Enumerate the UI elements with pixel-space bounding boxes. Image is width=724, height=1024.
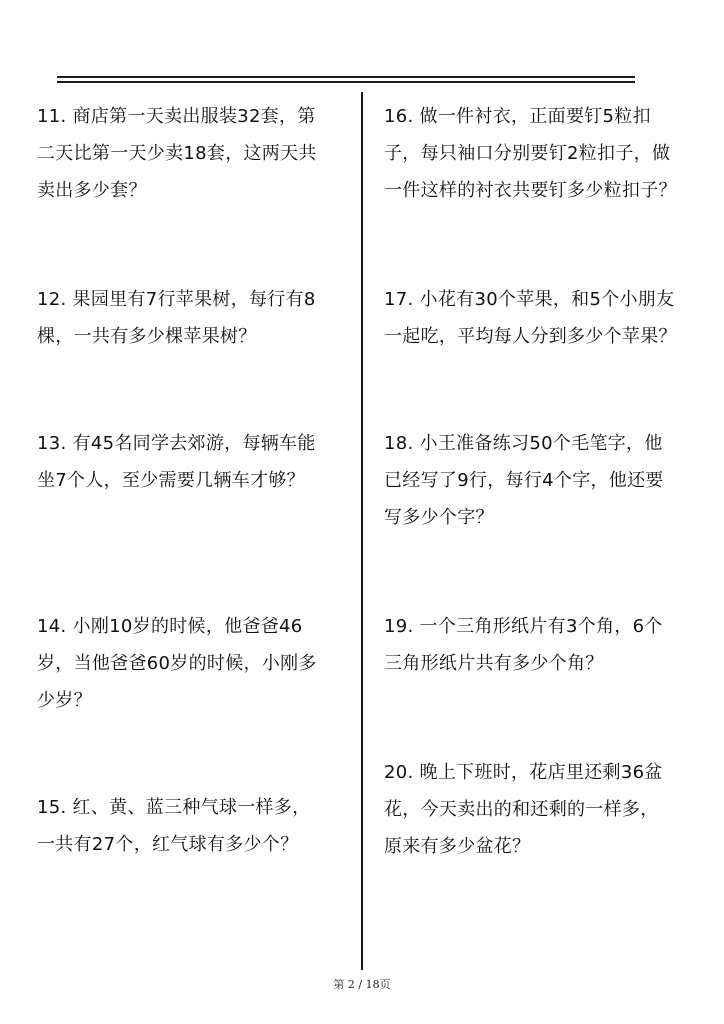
question-19-line-1: 19. 一个三角形纸片有3个角，6个 (384, 616, 663, 637)
question-20-line-3: 原来有多少盆花？ (384, 836, 531, 857)
question-15-line-2: 一共有27个，红气球有多少个？ (37, 834, 299, 855)
question-16 (384, 98, 677, 209)
question-14-line-2: 岁，当他爸爸60岁的时候，小刚多 (37, 653, 317, 674)
column-divider (361, 92, 363, 970)
question-18 (384, 425, 664, 536)
question-15-line-1: 15. 红、黄、蓝三种气球一样多， (37, 797, 311, 818)
question-16-line-1: 16. 做一件衬衣，正面要钉5粒扣 (384, 106, 651, 127)
question-19 (384, 608, 663, 682)
question-13-line-2: 坐7个人，至少需要几辆车才够？ (37, 470, 305, 491)
question-17 (384, 281, 677, 355)
question-16-line-3: 一件这样的衬衣共要钉多少粒扣子？ (384, 180, 677, 201)
question-12 (37, 281, 316, 355)
question-17-line-2: 一起吃，平均每人分到多少个苹果？ (384, 326, 677, 347)
question-20-line-1: 20. 晚上下班时，花店里还剩36盆 (384, 762, 663, 783)
question-12-line-2: 棵，一共有多少棵苹果树？ (37, 326, 257, 347)
question-11-line-1: 11. 商店第一天卖出服装32套，第 (37, 106, 316, 127)
question-14 (37, 608, 317, 719)
question-11 (37, 98, 317, 209)
question-18-line-2: 已经写了9行，每行4个字，他还要 (384, 470, 664, 491)
question-14-line-3: 少岁？ (37, 690, 92, 711)
question-18-line-1: 18. 小王准备练习50个毛笔字，他 (384, 433, 663, 454)
question-16-line-2: 子，每只袖口分别要钉2粒扣子，做 (384, 143, 671, 164)
question-13 (37, 425, 316, 499)
question-18-line-3: 写多少个字？ (384, 507, 494, 528)
question-20-line-2: 花，今天卖出的和还剩的一样多， (384, 799, 659, 820)
page-number: 第 2 / 18页 (333, 978, 391, 991)
question-19-line-2: 三角形纸片共有多少个角？ (384, 653, 604, 674)
question-12-line-1: 12. 果园里有7行苹果树，每行有8 (37, 289, 316, 310)
question-11-line-2: 二天比第一天少卖18套，这两天共 (37, 143, 317, 164)
header-rule-bottom (57, 81, 635, 83)
header-rule-top (57, 76, 635, 78)
question-11-line-3: 卖出多少套？ (37, 180, 147, 201)
question-15 (37, 789, 310, 863)
question-17-line-1: 17. 小花有30个苹果，和5个小朋友 (384, 289, 675, 310)
question-13-line-1: 13. 有45名同学去郊游，每辆车能 (37, 433, 316, 454)
question-20 (384, 754, 663, 865)
question-14-line-1: 14. 小刚10岁的时候，他爸爸46 (37, 616, 303, 637)
